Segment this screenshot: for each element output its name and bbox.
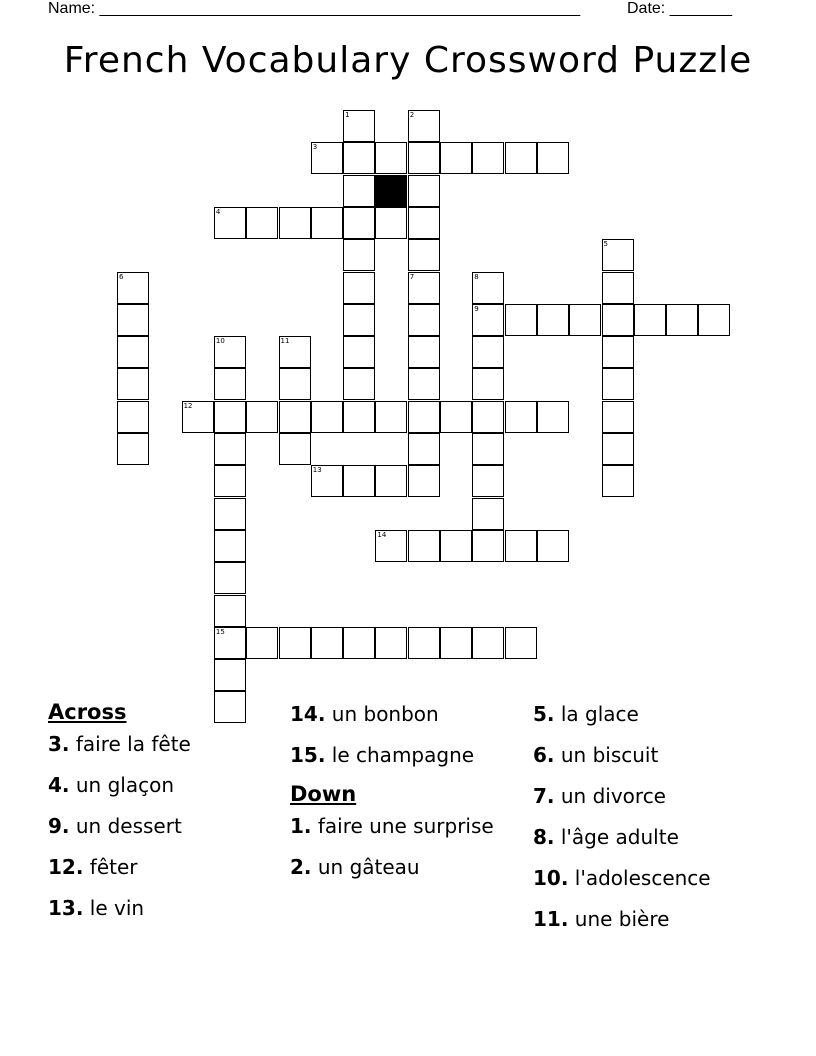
page-title: French Vocabulary Crossword Puzzle — [63, 40, 753, 81]
crossword-cell[interactable] — [375, 627, 407, 659]
crossword-cell[interactable] — [117, 433, 149, 465]
clue-text: un dessert — [69, 814, 182, 838]
clue-number: 2. — [290, 855, 312, 879]
crossword-cell[interactable] — [602, 368, 634, 400]
crossword-cell[interactable] — [537, 530, 569, 562]
crossword-cell[interactable] — [279, 368, 311, 400]
crossword-cell[interactable] — [375, 530, 407, 562]
clue-item — [48, 894, 278, 922]
crossword-cell[interactable] — [472, 142, 504, 174]
clue-number: 10. — [533, 866, 569, 890]
crossword-cell[interactable] — [214, 530, 246, 562]
crossword-cell[interactable] — [569, 304, 601, 336]
clue-item — [48, 853, 278, 881]
clue-number: 13. — [48, 896, 84, 920]
crossword-cell[interactable] — [343, 142, 375, 174]
clue-text: l'adolescence — [568, 866, 711, 890]
cell-number: 13 — [312, 466, 322, 475]
crossword-cell[interactable] — [246, 401, 278, 433]
clue-text: un gâteau — [311, 855, 420, 879]
blocked-square — [375, 175, 407, 207]
crossword-cell[interactable] — [698, 304, 730, 336]
clue-column-2 — [290, 700, 520, 894]
crossword-cell[interactable] — [343, 627, 375, 659]
crossword-cell[interactable] — [472, 368, 504, 400]
clue-number: 4. — [48, 773, 70, 797]
crossword-cell[interactable] — [246, 627, 278, 659]
crossword-cell[interactable] — [634, 304, 666, 336]
crossword-cell[interactable] — [214, 465, 246, 497]
crossword-cell[interactable] — [279, 207, 311, 239]
cell-number: 3 — [312, 143, 318, 152]
crossword-cell[interactable] — [375, 401, 407, 433]
clue-item — [533, 864, 783, 892]
crossword-cell[interactable] — [375, 207, 407, 239]
clue-text: faire une surprise — [311, 814, 494, 838]
crossword-cell[interactable] — [214, 498, 246, 530]
crossword-cell[interactable] — [214, 401, 246, 433]
crossword-cell[interactable] — [117, 401, 149, 433]
clue-item — [290, 812, 520, 840]
cell-number: 7 — [409, 272, 415, 281]
crossword-cell[interactable] — [472, 336, 504, 368]
crossword-cell[interactable] — [408, 401, 440, 433]
crossword-cell[interactable] — [311, 401, 343, 433]
down-heading: Down — [290, 782, 357, 806]
clue-item — [48, 771, 278, 799]
crossword-cell[interactable] — [408, 336, 440, 368]
clue-column-3 — [533, 700, 783, 946]
crossword-cell[interactable] — [343, 465, 375, 497]
crossword-cell[interactable] — [117, 336, 149, 368]
clue-number: 5. — [533, 702, 555, 726]
clue-item — [290, 700, 520, 728]
crossword-cell[interactable] — [472, 401, 504, 433]
crossword-cell[interactable] — [214, 368, 246, 400]
clue-text: le vin — [83, 896, 145, 920]
crossword-cell[interactable] — [666, 304, 698, 336]
clue-text: faire la fête — [69, 732, 191, 756]
clue-number: 15. — [290, 743, 326, 767]
crossword-cell[interactable] — [214, 595, 246, 627]
crossword-cell[interactable] — [279, 627, 311, 659]
crossword-cell[interactable] — [343, 272, 375, 304]
cell-number: 12 — [183, 401, 193, 410]
cell-number: 4 — [215, 207, 221, 216]
crossword-cell[interactable] — [408, 368, 440, 400]
clue-item — [48, 730, 278, 758]
clue-item — [290, 741, 520, 769]
clue-number: 11. — [533, 907, 569, 931]
crossword-cell[interactable] — [311, 465, 343, 497]
cell-number: 10 — [215, 337, 225, 346]
clue-text: la glace — [554, 702, 639, 726]
clue-item — [533, 782, 783, 810]
crossword-cell[interactable] — [602, 433, 634, 465]
date-field-label: Date: _______ — [627, 0, 732, 17]
crossword-cell[interactable] — [408, 465, 440, 497]
clue-number: 1. — [290, 814, 312, 838]
clue-number: 7. — [533, 784, 555, 808]
across-heading: Across — [48, 700, 127, 724]
crossword-cell[interactable] — [602, 401, 634, 433]
crossword-cell[interactable] — [537, 142, 569, 174]
crossword-cell[interactable] — [214, 627, 246, 659]
crossword-cell[interactable] — [505, 304, 537, 336]
cell-number: 14 — [377, 530, 387, 539]
clue-item — [533, 905, 783, 933]
clue-item — [533, 741, 783, 769]
crossword-cell[interactable] — [279, 433, 311, 465]
crossword-cell[interactable] — [408, 530, 440, 562]
crossword-cell[interactable] — [182, 401, 214, 433]
crossword-cell[interactable] — [505, 530, 537, 562]
crossword-cell[interactable] — [408, 175, 440, 207]
crossword-cell[interactable] — [117, 368, 149, 400]
crossword-cell[interactable] — [375, 142, 407, 174]
crossword-cell[interactable] — [440, 627, 472, 659]
crossword-cell[interactable] — [311, 627, 343, 659]
clue-text: une bière — [568, 907, 670, 931]
clue-text: fêter — [83, 855, 138, 879]
cell-number: 5 — [603, 240, 608, 249]
crossword-cell[interactable] — [214, 336, 246, 368]
clue-number: 8. — [533, 825, 555, 849]
crossword-cell[interactable] — [214, 433, 246, 465]
clue-number: 9. — [48, 814, 70, 838]
crossword-cell[interactable] — [408, 272, 440, 304]
crossword-cell[interactable] — [408, 627, 440, 659]
cell-number: 11 — [280, 337, 290, 346]
crossword-cell[interactable] — [440, 530, 472, 562]
crossword-cell[interactable] — [279, 336, 311, 368]
crossword-cell[interactable] — [602, 239, 634, 271]
clue-text: l'âge adulte — [554, 825, 679, 849]
crossword-cell[interactable] — [214, 659, 246, 691]
crossword-cell[interactable] — [214, 207, 246, 239]
clue-text: un bonbon — [325, 702, 439, 726]
crossword-cell[interactable] — [602, 304, 634, 336]
crossword-cell[interactable] — [505, 401, 537, 433]
crossword-cell[interactable] — [246, 207, 278, 239]
crossword-cell[interactable] — [408, 433, 440, 465]
cell-number: 15 — [215, 627, 225, 636]
crossword-cell[interactable] — [505, 627, 537, 659]
clue-item — [533, 700, 783, 728]
crossword-cell[interactable] — [343, 304, 375, 336]
clue-text: le champagne — [325, 743, 475, 767]
crossword-cell[interactable] — [311, 142, 343, 174]
clue-number: 3. — [48, 732, 70, 756]
clue-number: 6. — [533, 743, 555, 767]
clue-item — [48, 812, 278, 840]
crossword-cell[interactable] — [472, 465, 504, 497]
cell-number: 2 — [409, 111, 415, 119]
clue-item — [533, 823, 783, 851]
crossword-cell[interactable] — [214, 562, 246, 594]
crossword-cell[interactable] — [408, 239, 440, 271]
clue-number: 14. — [290, 702, 326, 726]
crossword-cell[interactable] — [343, 110, 375, 142]
crossword-cell[interactable] — [375, 465, 407, 497]
crossword-cell[interactable] — [408, 304, 440, 336]
crossword-cell[interactable] — [602, 272, 634, 304]
cell-number: 9 — [474, 304, 479, 313]
clue-item — [290, 853, 520, 881]
cell-number: 1 — [345, 111, 350, 119]
crossword-cell[interactable] — [602, 465, 634, 497]
crossword-cell[interactable] — [343, 175, 375, 207]
crossword-cell[interactable] — [602, 336, 634, 368]
clue-text: un glaçon — [69, 773, 174, 797]
cell-number: 8 — [474, 272, 479, 281]
name-field-label: Name: ______________________________________________________ — [48, 0, 581, 17]
crossword-cell[interactable] — [408, 110, 440, 142]
crossword-cell[interactable] — [279, 401, 311, 433]
crossword-cell[interactable] — [117, 272, 149, 304]
clue-column-1 — [48, 700, 278, 935]
crossword-cell[interactable] — [472, 498, 504, 530]
crossword-cell[interactable] — [408, 207, 440, 239]
crossword-cell[interactable] — [311, 207, 343, 239]
crossword-cell[interactable] — [505, 142, 537, 174]
crossword-cell[interactable] — [472, 530, 504, 562]
crossword-cell[interactable] — [440, 142, 472, 174]
crossword-cell[interactable] — [472, 304, 504, 336]
clue-number: 12. — [48, 855, 84, 879]
crossword-cell[interactable] — [440, 401, 472, 433]
crossword-cell[interactable] — [117, 304, 149, 336]
crossword-cell[interactable] — [537, 304, 569, 336]
crossword-cell[interactable] — [343, 401, 375, 433]
crossword-cell[interactable] — [537, 401, 569, 433]
clue-text: un biscuit — [554, 743, 659, 767]
cell-number: 6 — [119, 272, 124, 281]
crossword-cell[interactable] — [343, 368, 375, 400]
crossword-cell[interactable] — [343, 336, 375, 368]
crossword-cell[interactable] — [343, 207, 375, 239]
crossword-cell[interactable] — [472, 433, 504, 465]
crossword-cell[interactable] — [408, 142, 440, 174]
clue-text: un divorce — [554, 784, 666, 808]
crossword-cell[interactable] — [472, 627, 504, 659]
crossword-cell[interactable] — [472, 272, 504, 304]
crossword-cell[interactable] — [343, 239, 375, 271]
